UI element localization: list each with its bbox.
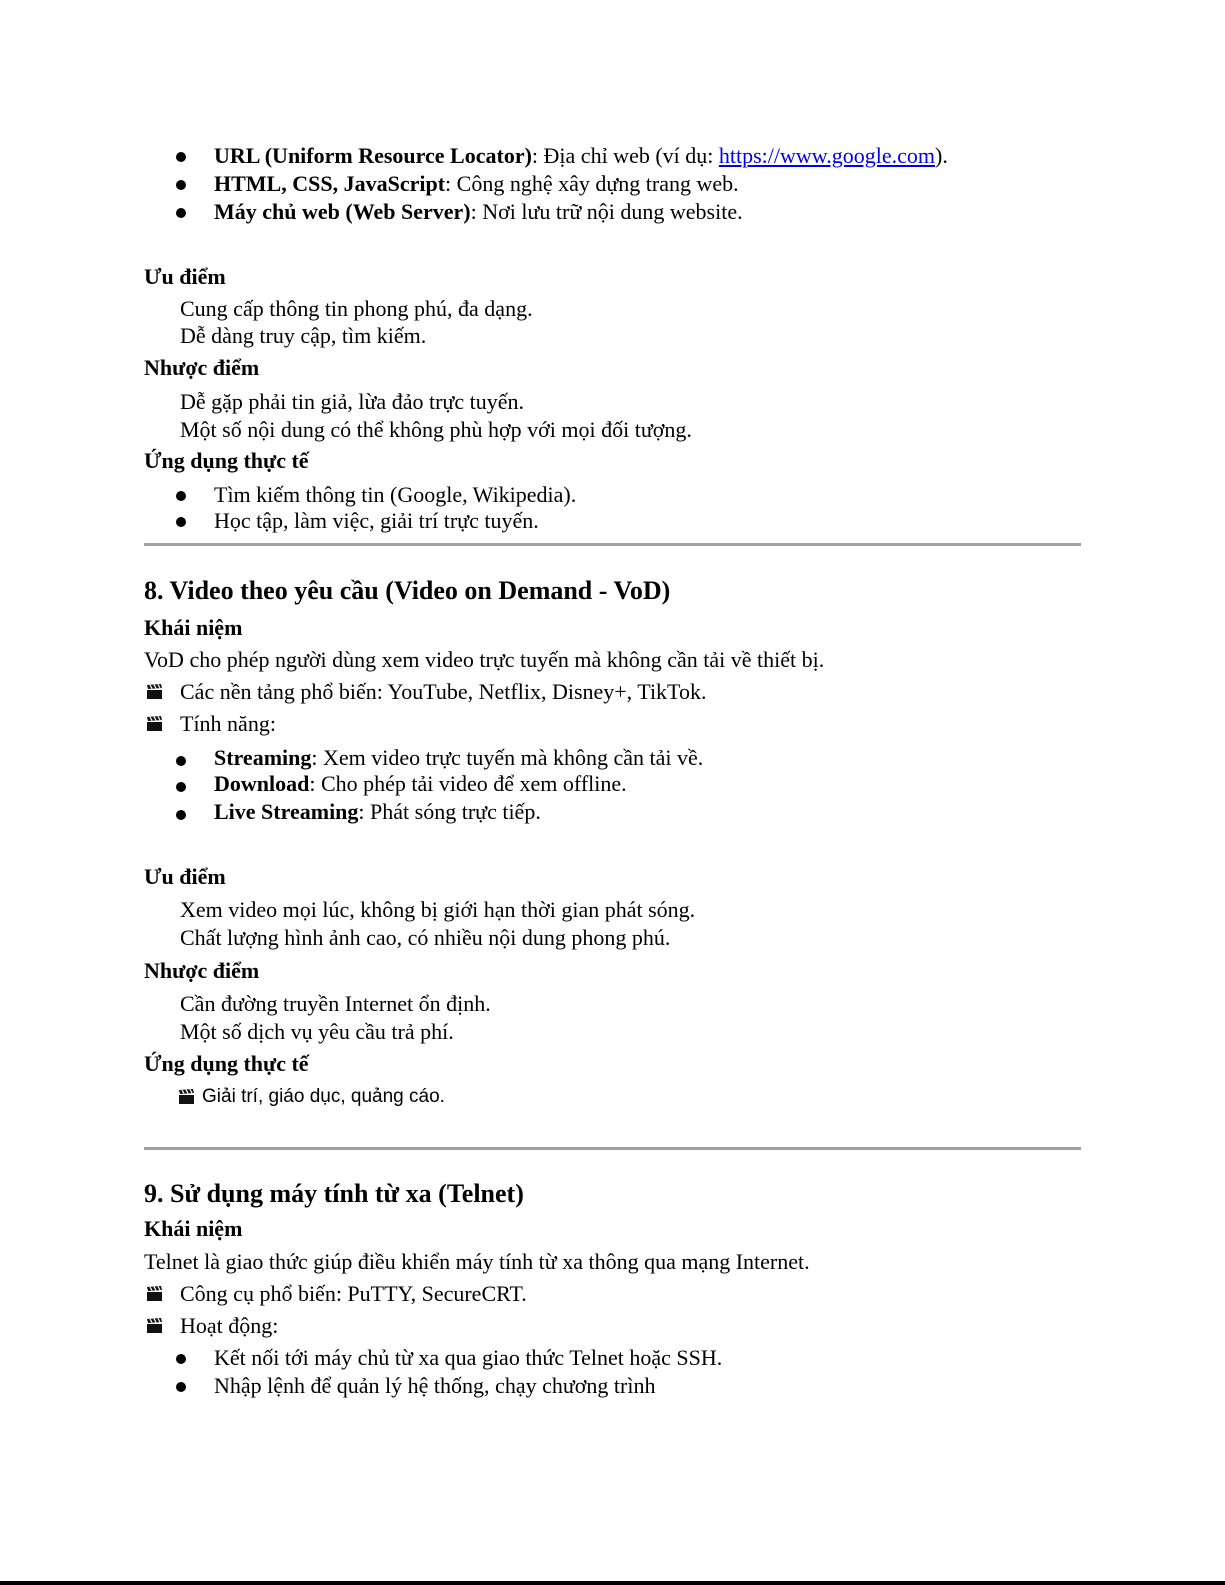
operation-item: Kết nối tới máy chủ từ xa qua giao thức Telnet hoặc SSH. bbox=[214, 1345, 723, 1370]
disadvantage-item: Một số nội dung có thể không phù hợp với mọi đối tượng. bbox=[180, 417, 692, 442]
advantage-item: Cung cấp thông tin phong phú, đa dạng. bbox=[180, 296, 533, 321]
feature-item bbox=[214, 770, 627, 798]
platforms-text: Các nền tảng phổ biến: YouTube, Netflix, Disney+, TikTok. bbox=[180, 679, 707, 704]
advantages-heading: Ưu điểm bbox=[144, 864, 226, 889]
application-item: Học tập, làm việc, giải trí trực tuyến. bbox=[214, 508, 539, 533]
bullet-dot-icon bbox=[176, 180, 186, 190]
concept-text: Telnet là giao thức giúp điều khiển máy tính từ xa thông qua mạng Internet. bbox=[144, 1249, 810, 1274]
section-9-title: 9. Sử dụng máy tính từ xa (Telnet) bbox=[144, 1179, 524, 1208]
bullet-dot-icon bbox=[176, 152, 186, 162]
disadvantage-item: Một số dịch vụ yêu cầu trả phí. bbox=[180, 1019, 454, 1044]
feature-term: Live Streaming bbox=[214, 799, 359, 824]
application-item: Tìm kiếm thông tin (Google, Wikipedia). bbox=[214, 482, 577, 507]
clapperboard-icon bbox=[146, 1286, 163, 1302]
page-bottom-edge bbox=[0, 1581, 1225, 1585]
clapperboard-icon bbox=[178, 1089, 195, 1105]
webserver-item bbox=[214, 198, 743, 226]
bullet-dot-icon bbox=[176, 810, 186, 820]
url-item bbox=[214, 142, 948, 170]
application-item: Giải trí, giáo dục, quảng cáo. bbox=[202, 1086, 445, 1107]
advantage-item: Xem video mọi lúc, không bị giới hạn thời gian phát sóng. bbox=[180, 897, 696, 922]
html-text: : Công nghệ xây dựng trang web. bbox=[445, 171, 739, 196]
disadvantage-item: Cần đường truyền Internet ổn định. bbox=[180, 991, 491, 1016]
url-text-end: ). bbox=[935, 143, 948, 168]
applications-heading: Ứng dụng thực tế bbox=[144, 1051, 309, 1076]
bullet-dot-icon bbox=[176, 756, 186, 766]
disadvantages-heading: Nhược điểm bbox=[144, 355, 260, 380]
advantages-heading: Ưu điểm bbox=[144, 264, 226, 289]
feature-term: Download bbox=[214, 771, 310, 796]
google-link[interactable]: https://www.google.com bbox=[718, 143, 936, 168]
bullet-dot-icon bbox=[176, 1382, 186, 1392]
features-heading: Tính năng: bbox=[180, 711, 276, 736]
feature-term: Streaming bbox=[214, 745, 312, 770]
disadvantages-heading: Nhược điểm bbox=[144, 958, 260, 983]
bullet-dot-icon bbox=[176, 208, 186, 218]
html-item bbox=[214, 170, 739, 198]
operation-item: Nhập lệnh để quản lý hệ thống, chạy chương trình bbox=[214, 1373, 656, 1398]
concept-text: VoD cho phép người dùng xem video trực tuyến mà không cần tải về thiết bị. bbox=[144, 647, 825, 672]
feature-item bbox=[214, 798, 541, 826]
clapperboard-icon bbox=[146, 1318, 163, 1334]
feature-text: : Phát sóng trực tiếp. bbox=[358, 799, 541, 824]
concept-heading: Khái niệm bbox=[144, 1216, 243, 1241]
concept-heading: Khái niệm bbox=[144, 615, 243, 640]
operations-heading: Hoạt động: bbox=[180, 1313, 279, 1338]
advantage-item: Dễ dàng truy cập, tìm kiếm. bbox=[180, 323, 427, 348]
url-text: : Địa chỉ web (ví dụ: bbox=[531, 143, 719, 168]
advantage-item: Chất lượng hình ảnh cao, có nhiều nội dung phong phú. bbox=[180, 925, 671, 950]
bullet-dot-icon bbox=[176, 491, 186, 501]
tools-text: Công cụ phổ biến: PuTTY, SecureCRT. bbox=[180, 1281, 527, 1306]
section-divider bbox=[144, 543, 1081, 546]
webserver-term: Máy chủ web (Web Server) bbox=[214, 199, 471, 224]
clapperboard-icon bbox=[146, 716, 163, 732]
feature-item bbox=[214, 744, 703, 772]
webserver-text: : Nơi lưu trữ nội dung website. bbox=[470, 199, 743, 224]
section-8-title: 8. Video theo yêu cầu (Video on Demand - VoD) bbox=[144, 576, 671, 605]
html-term: HTML, CSS, JavaScript bbox=[214, 171, 446, 196]
bullet-dot-icon bbox=[176, 782, 186, 792]
url-term: URL (Uniform Resource Locator) bbox=[214, 143, 532, 168]
section-divider bbox=[144, 1147, 1081, 1150]
bullet-dot-icon bbox=[176, 517, 186, 527]
bullet-dot-icon bbox=[176, 1354, 186, 1364]
clapperboard-icon bbox=[146, 684, 163, 700]
disadvantage-item: Dễ gặp phải tin giả, lừa đảo trực tuyến. bbox=[180, 389, 524, 414]
applications-heading: Ứng dụng thực tế bbox=[144, 448, 309, 473]
feature-text: : Xem video trực tuyến mà không cần tải về. bbox=[311, 745, 704, 770]
feature-text: : Cho phép tải video để xem offline. bbox=[309, 771, 627, 796]
